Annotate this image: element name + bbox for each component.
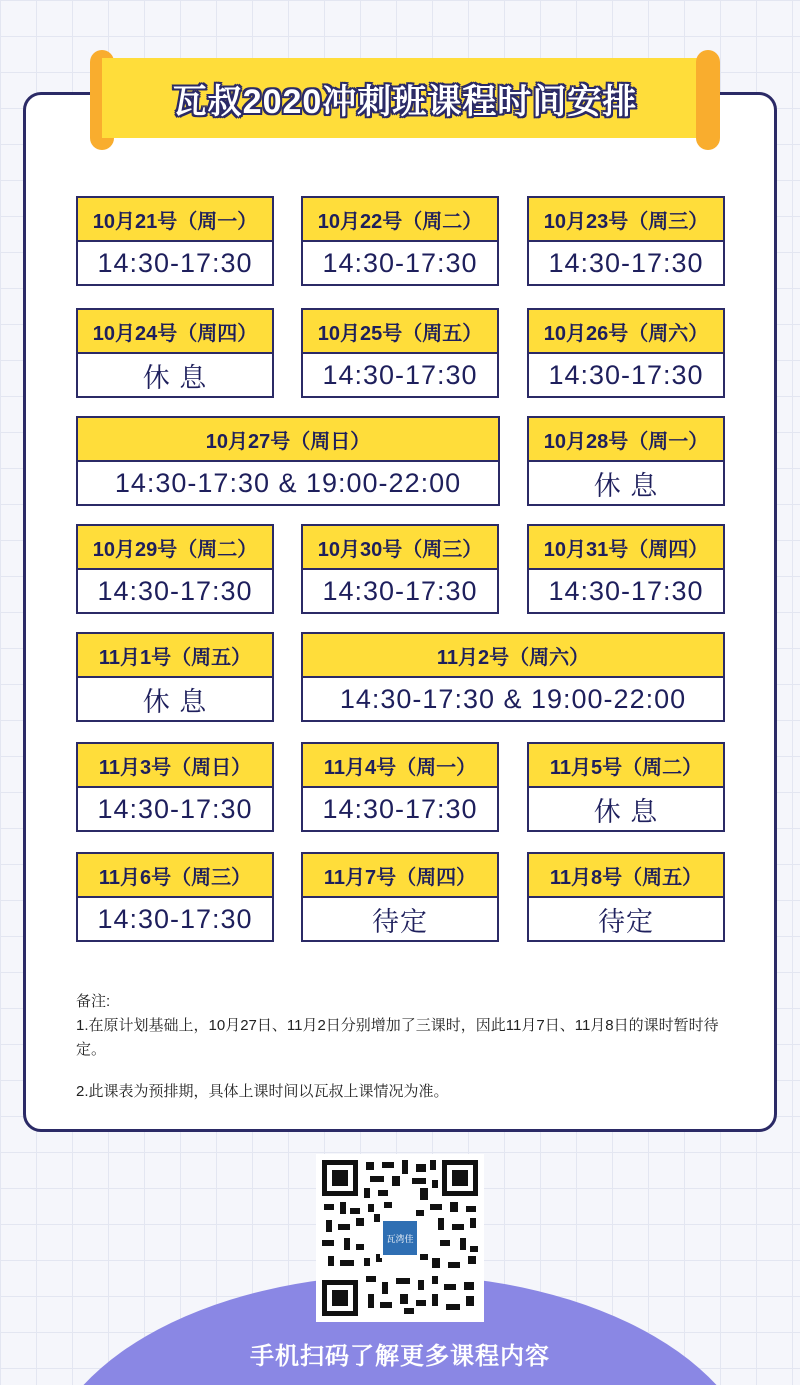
schedule-slot-oct30 [301, 524, 499, 614]
schedule-slot-oct28 [527, 416, 725, 506]
slot-date: 10月21号（周一） [78, 198, 272, 242]
schedule-slot-nov8 [527, 852, 725, 942]
schedule-slot-nov4 [301, 742, 499, 832]
schedule-slot-nov5 [527, 742, 725, 832]
slot-time: 14:30-17:30 [97, 575, 253, 606]
slot-time: 待定 [598, 906, 654, 937]
slot-time: 14:30-17:30 [322, 575, 478, 606]
slot-date: 10月31号（周四） [529, 526, 723, 570]
slot-time: 14:30-17:30 [548, 575, 704, 606]
slot-date: 11月3号（周日） [78, 744, 272, 788]
slot-time: 14:30-17:30 [548, 247, 704, 278]
schedule-slot-nov3 [76, 742, 274, 832]
slot-date: 10月26号（周六） [529, 310, 723, 354]
slot-time: 14:30-17:30 [97, 793, 253, 824]
slot-date: 10月23号（周三） [529, 198, 723, 242]
qr-code-icon [320, 1158, 480, 1318]
qr-code [316, 1154, 484, 1322]
slot-date: 10月27号（周日） [78, 418, 498, 462]
slot-date: 11月6号（周三） [78, 854, 272, 898]
slot-date: 10月25号（周五） [303, 310, 497, 354]
slot-date: 11月5号（周二） [529, 744, 723, 788]
slot-time: 14:30-17:30 [97, 247, 253, 278]
slot-time: 14:30-17:30 [97, 903, 253, 934]
slot-time: 休 息 [593, 470, 659, 501]
slot-time: 待定 [372, 906, 428, 937]
scan-prompt: 手机扫码了解更多课程内容 [250, 1343, 550, 1370]
slot-date: 11月1号（周五） [78, 634, 272, 678]
schedule-slot-oct29 [76, 524, 274, 614]
notes-section [76, 990, 736, 1104]
slot-time: 休 息 [593, 796, 659, 827]
schedule-slot-nov7 [301, 852, 499, 942]
schedule-slot-oct23 [527, 196, 725, 286]
slot-date: 10月24号（周四） [78, 310, 272, 354]
slot-time: 14:30-17:30 [322, 247, 478, 278]
schedule-slot-nov6 [76, 852, 274, 942]
note-line-1: 1.在原计划基础上，10月27日、11月2日分别增加了三课时，因此11月7日、11月8日的课时暂时待定。 [76, 1017, 719, 1058]
schedule-slot-oct22 [301, 196, 499, 286]
schedule-slot-oct24 [76, 308, 274, 398]
qr-logo-text: 瓦湾佳 [386, 1235, 414, 1245]
schedule-slot-oct26 [527, 308, 725, 398]
slot-time: 休 息 [142, 362, 208, 393]
schedule-slot-oct25 [301, 308, 499, 398]
slot-date: 10月22号（周二） [303, 198, 497, 242]
title-bar [102, 58, 708, 138]
slot-time: 14:30-17:30 [322, 359, 478, 390]
slot-date: 10月30号（周三） [303, 526, 497, 570]
slot-time: 14:30-17:30 & 19:00-22:00 [339, 683, 687, 714]
schedule-slot-nov1 [76, 632, 274, 722]
slot-date: 11月8号（周五） [529, 854, 723, 898]
schedule-slot-oct27 [76, 416, 500, 506]
banner-roll-right [696, 50, 720, 150]
title-banner [90, 50, 720, 150]
slot-date: 11月7号（周四） [303, 854, 497, 898]
schedule-slot-oct21 [76, 196, 274, 286]
slot-date: 10月29号（周二） [78, 526, 272, 570]
slot-date: 10月28号（周一） [529, 418, 723, 462]
schedule-slot-oct31 [527, 524, 725, 614]
slot-date: 11月2号（周六） [303, 634, 723, 678]
slot-time: 14:30-17:30 [548, 359, 704, 390]
page-title: 瓦叔2020冲刺班课程时间安排 [172, 82, 638, 121]
notes-heading: 备注: [76, 993, 111, 1010]
slot-time: 14:30-17:30 [322, 793, 478, 824]
schedule-slot-nov2 [301, 632, 725, 722]
slot-time: 休 息 [142, 686, 208, 717]
slot-time: 14:30-17:30 & 19:00-22:00 [114, 467, 462, 498]
note-line-2: 2.此课表为预排期，具体上课时间以瓦叔上课情况为准。 [76, 1083, 449, 1100]
slot-date: 11月4号（周一） [303, 744, 497, 788]
